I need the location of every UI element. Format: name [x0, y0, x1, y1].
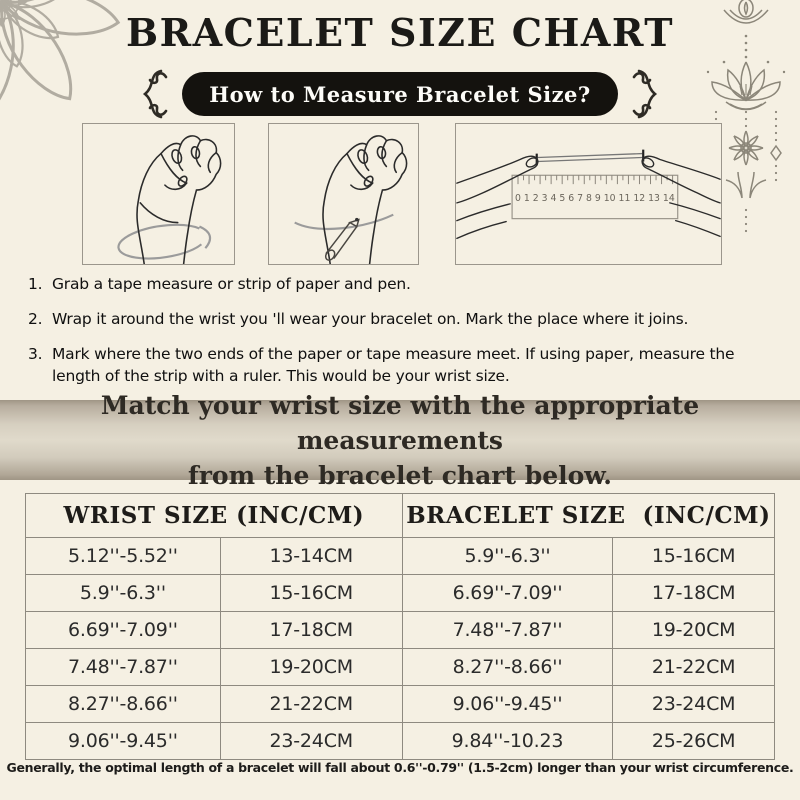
bracelet-cm-cell: 25-26CM [613, 723, 775, 760]
footer-note: Generally, the optimal length of a bracelet will fall about 0.6''-0.79'' (1.5-2cm) longer than your wrist circumference. [6, 760, 794, 775]
how-to-measure-pill: How to Measure Bracelet Size? [182, 72, 617, 116]
wrist-cm-cell: 17-18CM [220, 612, 402, 649]
table-header-row [26, 494, 775, 538]
banner-line-1: Match your wrist size with the appropriate measurements [100, 390, 700, 455]
wrist-cm-cell: 13-14CM [220, 538, 402, 575]
bracelet-cm-cell: 17-18CM [613, 575, 775, 612]
instruction-text: Grab a tape measure or strip of paper and pen. [52, 275, 411, 293]
table-row [26, 538, 775, 575]
instruction-text: Wrap it around the wrist you 'll wear your bracelet on. Mark the place where it joins. [52, 310, 689, 328]
bracelet-cm-cell: 21-22CM [613, 649, 775, 686]
wrist-inch-cell: 8.27''-8.66'' [26, 686, 221, 723]
how-to-banner-row [0, 68, 800, 120]
bracelet-cm-cell: 23-24CM [613, 686, 775, 723]
right-squiggle-ornament-icon [631, 68, 665, 120]
instruction-number: 2. [28, 310, 43, 328]
table-row [26, 612, 775, 649]
wrist-inch-cell: 7.48''-7.87'' [26, 649, 221, 686]
table-row [26, 686, 775, 723]
size-table-body [26, 538, 775, 760]
banner-text [0, 388, 800, 493]
bracelet-inch-cell: 6.69''-7.09'' [402, 575, 612, 612]
wrist-inch-cell: 5.9''-6.3'' [26, 575, 221, 612]
wrist-mark-dot [355, 218, 359, 222]
instruction-text: Mark where the two ends of the paper or tape measure meet. If using paper, measure the length of the strip with a ruler. This would be your wrist size. [52, 345, 735, 385]
illustration-step1-box [82, 123, 235, 265]
wrist-size-header: WRIST SIZE (INC/CM) [26, 494, 403, 538]
wrist-cm-cell: 15-16CM [220, 575, 402, 612]
page-title: BRACELET SIZE CHART [125, 10, 675, 55]
hand-pen-marking-illustration [269, 124, 418, 264]
wrist-inch-cell: 9.06''-9.45'' [26, 723, 221, 760]
instructions-list [28, 273, 774, 400]
instruction-number: 1. [28, 275, 43, 293]
instruction-number: 3. [28, 345, 43, 363]
ruler-numbers: 0 1 2 3 4 5 6 7 8 9 10 11 12 13 14 [515, 192, 675, 204]
wrist-cm-cell: 23-24CM [220, 723, 402, 760]
bracelet-inch-cell: 9.84''-10.23 [402, 723, 612, 760]
bracelet-inch-cell: 8.27''-8.66'' [402, 649, 612, 686]
illustration-step2-box [268, 123, 419, 265]
banner-line-2: from the bracelet chart below. [187, 460, 612, 490]
wrist-inch-cell: 6.69''-7.09'' [26, 612, 221, 649]
table-row [26, 575, 775, 612]
hand-tape-measure-illustration [83, 124, 234, 264]
wrist-cm-cell: 21-22CM [220, 686, 402, 723]
bracelet-inch-cell: 7.48''-7.87'' [402, 612, 612, 649]
size-chart-table [25, 493, 775, 760]
bracelet-inch-cell: 9.06''-9.45'' [402, 686, 612, 723]
instruction-step-1 [28, 273, 774, 295]
wrist-inch-cell: 5.12''-5.52'' [26, 538, 221, 575]
table-row [26, 723, 775, 760]
ruler-measuring-illustration [456, 124, 721, 264]
bracelet-size-header: BRACELET SIZE (INC/CM) [402, 494, 774, 538]
bracelet-cm-cell: 19-20CM [613, 612, 775, 649]
instruction-step-3 [28, 343, 774, 387]
match-wrist-banner [0, 390, 800, 490]
table-row [26, 649, 775, 686]
bracelet-cm-cell: 15-16CM [613, 538, 775, 575]
illustration-step3-box [455, 123, 722, 265]
bracelet-inch-cell: 5.9''-6.3'' [402, 538, 612, 575]
left-squiggle-ornament-icon [135, 68, 169, 120]
instruction-step-2 [28, 308, 774, 330]
wrist-cm-cell: 19-20CM [220, 649, 402, 686]
